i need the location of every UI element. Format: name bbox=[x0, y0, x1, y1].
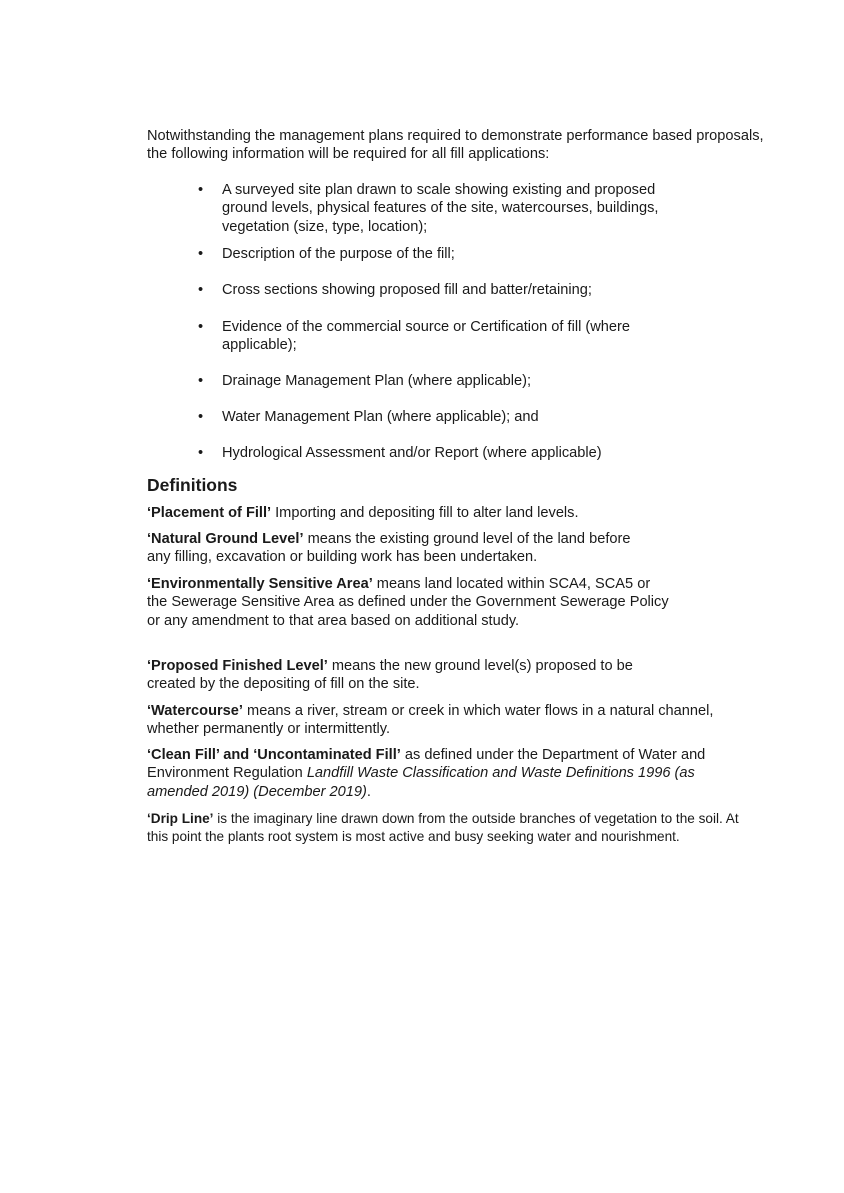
list-item-text: Drainage Management Plan (where applicable); bbox=[222, 373, 532, 389]
list-item-text: Hydrological Assessment and/or Report (where applicable) bbox=[222, 445, 602, 461]
list-item-text: A surveyed site plan drawn to scale showing existing and proposed ground levels, physical features of the site, watercourses, buildings, vegetation (size, type, location); bbox=[222, 182, 659, 235]
bullet-icon: • bbox=[198, 445, 204, 461]
definition-text: means the new ground level(s) proposed to be created by the depositing of fill on the site. bbox=[147, 658, 633, 693]
definition-term: ‘Drip Line’ bbox=[147, 811, 214, 826]
definition-natural-ground-level bbox=[147, 530, 637, 567]
definition-term: ‘Placement of Fill’ bbox=[147, 505, 272, 521]
list-item bbox=[198, 444, 692, 462]
list-item bbox=[198, 408, 692, 426]
definition-text-end: . bbox=[366, 783, 371, 800]
list-item bbox=[198, 245, 692, 263]
bullet-icon: • bbox=[198, 182, 204, 198]
intro-paragraph: Notwithstanding the management plans required to demonstrate performance based proposals, the following information will be required for all fill applications: bbox=[147, 128, 764, 163]
definition-text: as defined under the Department of Water and Environment Regulation bbox=[147, 747, 706, 782]
definitions-heading: Definitions bbox=[147, 475, 238, 495]
definition-clean-fill bbox=[147, 746, 747, 801]
definition-text: means a river, stream or creek in which water flows in a natural channel, whether permanently or intermittently. bbox=[147, 703, 714, 738]
definition-proposed-finished-level bbox=[147, 657, 657, 694]
list-item bbox=[198, 181, 692, 236]
definition-text: means land located within SCA4, SCA5 or the Sewerage Sensitive Area as defined under the Government Sewerage Policy or any amendment to that area based on additional study. bbox=[147, 576, 669, 629]
definition-environmentally-sensitive-area bbox=[147, 575, 669, 630]
bullet-icon: • bbox=[198, 319, 204, 335]
list-item bbox=[198, 281, 692, 299]
definition-text: means the existing ground level of the land before any filling, excavation or building work has been undertaken. bbox=[147, 531, 631, 566]
list-item-text: Description of the purpose of the fill; bbox=[222, 246, 455, 262]
definition-drip-line bbox=[147, 810, 757, 847]
definition-text: Importing and depositing fill to alter land levels. bbox=[271, 505, 579, 521]
list-item bbox=[198, 372, 692, 390]
list-item-text: Cross sections showing proposed fill and batter/retaining; bbox=[222, 282, 592, 298]
definition-watercourse bbox=[147, 702, 717, 739]
bullet-icon: • bbox=[198, 373, 204, 389]
definition-placement-of-fill bbox=[147, 504, 747, 522]
definition-term: ‘Proposed Finished Level’ bbox=[147, 658, 328, 674]
definition-citation: Landfill Waste Classification and Waste Definitions 1996 (as amended 2019) (December 2019) bbox=[147, 765, 695, 800]
definition-term: ‘Watercourse’ bbox=[147, 703, 243, 719]
definition-text: is the imaginary line drawn down from the outside branches of vegetation to the soil. At this point the plants root system is most active and busy seeking water and nourishment. bbox=[147, 811, 739, 845]
definition-term: ‘Clean Fill’ and ‘Uncontaminated Fill’ bbox=[147, 747, 401, 763]
bullet-icon: • bbox=[198, 282, 204, 298]
definition-term: ‘Natural Ground Level’ bbox=[147, 531, 304, 547]
definition-term: ‘Environmentally Sensitive Area’ bbox=[147, 576, 373, 592]
list-item-text: Water Management Plan (where applicable); and bbox=[222, 409, 539, 425]
list-item-text: Evidence of the commercial source or Certification of fill (where applicable); bbox=[222, 319, 630, 354]
list-item bbox=[198, 318, 692, 355]
bullet-icon: • bbox=[198, 409, 204, 425]
bullet-icon: • bbox=[198, 246, 204, 262]
